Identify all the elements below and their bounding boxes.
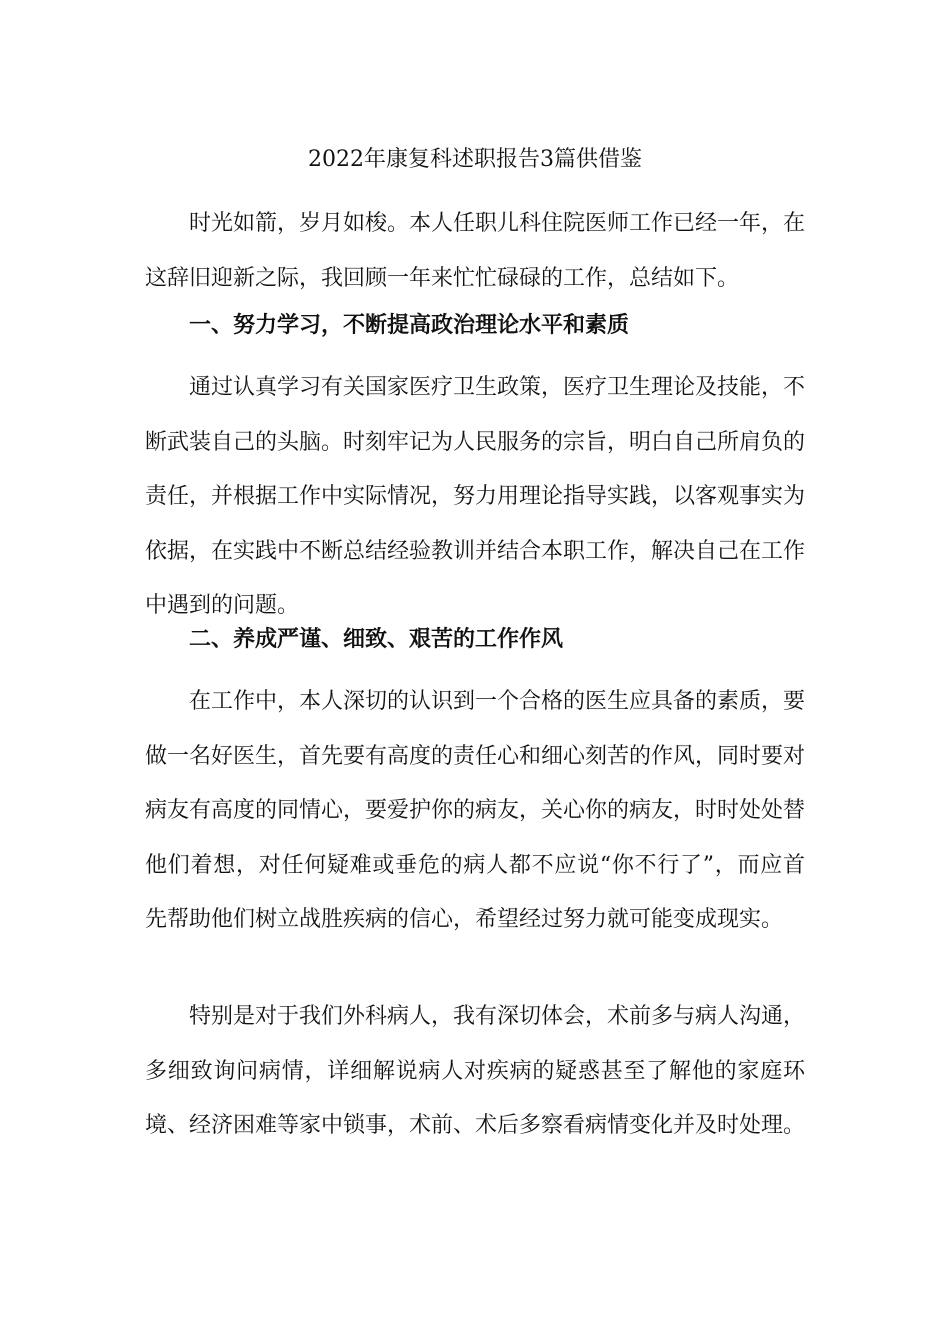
paragraph-work-style: 在工作中，本人深切的认识到一个合格的医生应具备的素质，要做一名好医生，首先要有高度的责任心和细心刻苦的作风，同时要对病友有高度的同情心，要爱护你的病友，关心你的病友，时时处处替他们着想，对任何疑难或垂危的病人都不应说“你不行了”，而应首先帮助他们树立战胜疾病的信心，希望经过努力就可能变成现实。 <box>145 689 806 932</box>
paragraph-intro: 时光如箭，岁月如梭。本人任职儿科住院医师工作已经一年，在这辞旧迎新之际，我回顾一年来忙忙碌碌的工作，总结如下。 <box>145 211 806 291</box>
paragraph-surgery-patients: 特别是对于我们外科病人，我有深切体会，术前多与病人沟通，多细致询问病情，详细解说病人对疾病的疑惑甚至了解他的家庭环境、经济困难等家中锁事，术前、术后多察看病情变化并及时处理。 <box>145 1004 806 1138</box>
section-heading-2: 二、养成严谨、细致、艰苦的工作作风 <box>189 626 564 652</box>
section-heading-1: 一、努力学习，不断提高政治理论水平和素质 <box>189 312 630 338</box>
paragraph-study: 通过认真学习有关国家医疗卫生政策，医疗卫生理论及技能，不断武装自己的头脑。时刻牢记为人民服务的宗旨，明白自己所肩负的责任，并根据工作中实际情况，努力用理论指导实践，以客观事实为依据，在实践中不断总结经验教训并结合本职工作，解决自己在工作中遇到的问题。 <box>145 375 806 618</box>
document-title: 2022年康复科述职报告3篇供借鉴 <box>308 147 642 172</box>
